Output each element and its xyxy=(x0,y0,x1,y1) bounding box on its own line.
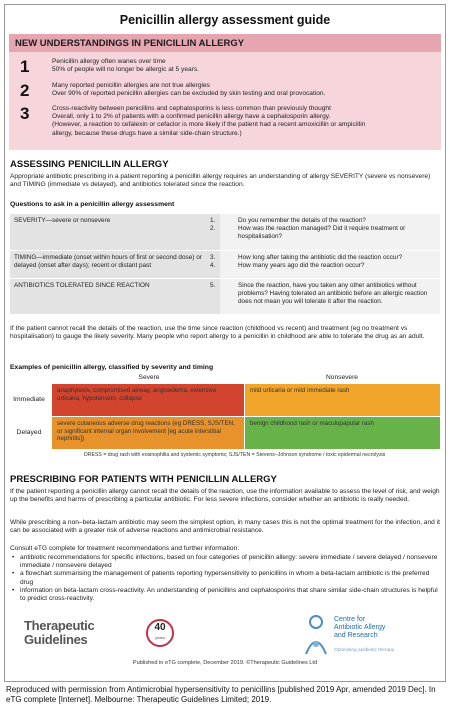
new-understandings-heading: NEW UNDERSTANDINGS IN PENICILLIN ALLERGY xyxy=(9,34,441,52)
centre-allergy-logo: Centre for Antibiotic Allergy and Research Optimising antibiotic therapy xyxy=(302,614,442,664)
therapeutic-guidelines-logo: Therapeutic Guidelines xyxy=(24,618,95,647)
page-title: Penicillin allergy assessment guide xyxy=(119,13,331,27)
column-header-nonsevere: Nonsevere xyxy=(326,374,358,381)
cell-immediate-severe: anaphylaxis, compromised airway, angioedema, extensive urticaria, hypotension, collapse xyxy=(52,384,244,416)
prescribing-para-2: While prescribing a non–beta-lactam antibiotic may seem the simplest option, in many cases this is not the optimal treatment for the infection, and it can be associated with a greater risk of adverse reactions and antimicrobial resistance. xyxy=(10,519,440,535)
question-item: 5. Since the reaction, have you taken any other antibiotics without problems? Having tolerated an antibiotic before an allergic reaction does not mean you will tolerate it after the reaction. xyxy=(210,281,428,305)
row-label: SEVERITY—severe or nonsevere xyxy=(10,214,220,250)
list-item: • information on beta-lactam cross-reactivity. An understanding of penicillins and cephalosporins that share similar side-chain structures is helpful to predict cross-reactivity. xyxy=(10,587,440,603)
item-text: 50% of people will no longer be allergic at 5 years. xyxy=(52,66,199,74)
questions-table xyxy=(10,214,440,315)
row-label: TIMING—immediate (onset within hours of first or second dose) or delayed (onset after days); recent or distant past xyxy=(10,250,220,278)
question-item: 3. How long after taking the antibiotic did the reaction occur? xyxy=(210,253,403,261)
consult-text: Consult eTG complete for treatment recommendations and further information: xyxy=(10,545,240,552)
item-number: 3 xyxy=(20,104,30,123)
list-item: • antibiotic recommendations for specific infections, based on four categories of penicillin allergy: severe immediate / severe delayed / nonsevere immediate / nonsevere delayed xyxy=(10,554,440,570)
item-text: (However, a reaction to cefalexin or cefaclor is more likely if the patient had a recent amoxicillin or ampicillin xyxy=(52,121,366,129)
severity-timing-grid xyxy=(10,374,440,448)
cell-delayed-nonsevere: benign childhood rash or maculopapular rash xyxy=(245,417,440,449)
table-row xyxy=(10,278,440,314)
consult-list xyxy=(10,554,440,603)
grid-footnote: DRESS = drug rash with eosinophilia and systemic symptoms; SJS/TEN = Stevens–Johnson syndrome / toxic epidermal necrolysis xyxy=(84,452,386,458)
prescribing-para-1: If the patient reporting a penicillin allergy cannot recall the details of the reaction, use the information available to assess the level of risk, and weigh up the benefits and harms of prescribing a particular antibiotic. For less severe infections, consider whether an antibiotic is really needed. xyxy=(10,488,440,504)
reproduced-notice: Reproduced with permission from Antimicrobial hypersensitivity to penicillins [published 2019 Apr, amended 2019 Dec]. In eTG complete [Internet]. Melbourne: Therapeutic Guidelines Limited; 2019. xyxy=(6,685,436,704)
item-text: allergy, because these drugs have a similar side-chain structure.) xyxy=(52,129,242,137)
row-header-delayed: Delayed xyxy=(16,429,42,436)
question-item: 2. How was the reaction managed? Did it require treatment or hospitalisation? xyxy=(210,225,406,240)
item-title: Cross-reactivity between penicillins and cephalosporins is less common than previously thought xyxy=(52,105,331,112)
questions-heading: Questions to ask in a penicillin allergy assessment xyxy=(10,201,175,208)
examples-heading: Examples of penicillin allergy, classified by severity and timing xyxy=(10,364,214,371)
anniversary-badge: 40 years xyxy=(146,619,174,647)
new-understandings-box xyxy=(9,34,441,150)
question-item: 4. How many years ago did the reaction occur? xyxy=(210,261,365,269)
assessing-heading: ASSESSING PENICILLIN ALLERGY xyxy=(10,159,169,170)
row-header-immediate: Immediate xyxy=(13,396,45,403)
table-row xyxy=(10,250,440,278)
item-text: Overall, only 1 to 2% of patients with a confirmed penicillin allergy have a cephalosporin allergy. xyxy=(52,113,331,121)
item-title: Penicillin allergy often wanes over time xyxy=(52,58,166,65)
published-note: Published in eTG complete, December 2019. ©Therapeutic Guidelines Ltd xyxy=(132,660,318,666)
cell-delayed-severe: severe cutaneous adverse drug reactions (eg DRESS, SJS/TEN, or significant internal organ involvement [eg acute interstitial nephritis]) xyxy=(52,417,244,449)
table-row xyxy=(10,214,440,250)
centre-logo-icon xyxy=(302,614,330,660)
cell-immediate-nonsevere: mild urticaria or mild immediate rash xyxy=(245,384,440,416)
prescribing-heading: PRESCRIBING FOR PATIENTS WITH PENICILLIN ALLERGY xyxy=(10,474,277,485)
recall-text: If the patient cannot recall the details of the reaction, use the time since reaction (childhood vs recent) and treatment (eg no treatment vs hospitalisation) to gauge the likely severity. Many people who report allergy to a penicillin in childhood are able to tolerate the drug as an adult. xyxy=(10,325,425,341)
item-text: Over 90% of reported penicillin allergies can be excluded by skin testing and oral provocation. xyxy=(52,90,326,98)
list-item: • a flowchart summarising the management of patients reporting hypersensitivity to penicillins in whom a beta-lactam antibiotic is the preferred drug xyxy=(10,570,440,586)
item-number: 1 xyxy=(20,57,30,76)
question-item: 1. Do you remember the details of the reaction? xyxy=(210,217,366,224)
item-number: 2 xyxy=(20,81,30,100)
column-header-severe: Severe xyxy=(138,374,160,381)
assessing-intro: Appropriate antibiotic prescribing in a patient reporting a penicillin allergy requires an understanding of allergy SEVERITY (severe vs nonsevere) and TIMING (immediate vs delayed), and antibiotics tolerated since the reaction. xyxy=(10,173,431,189)
item-title: Many reported penicillin allergies are not true allergies xyxy=(52,82,210,89)
row-label: ANTIBIOTICS TOLERATED SINCE REACTION xyxy=(10,278,220,314)
